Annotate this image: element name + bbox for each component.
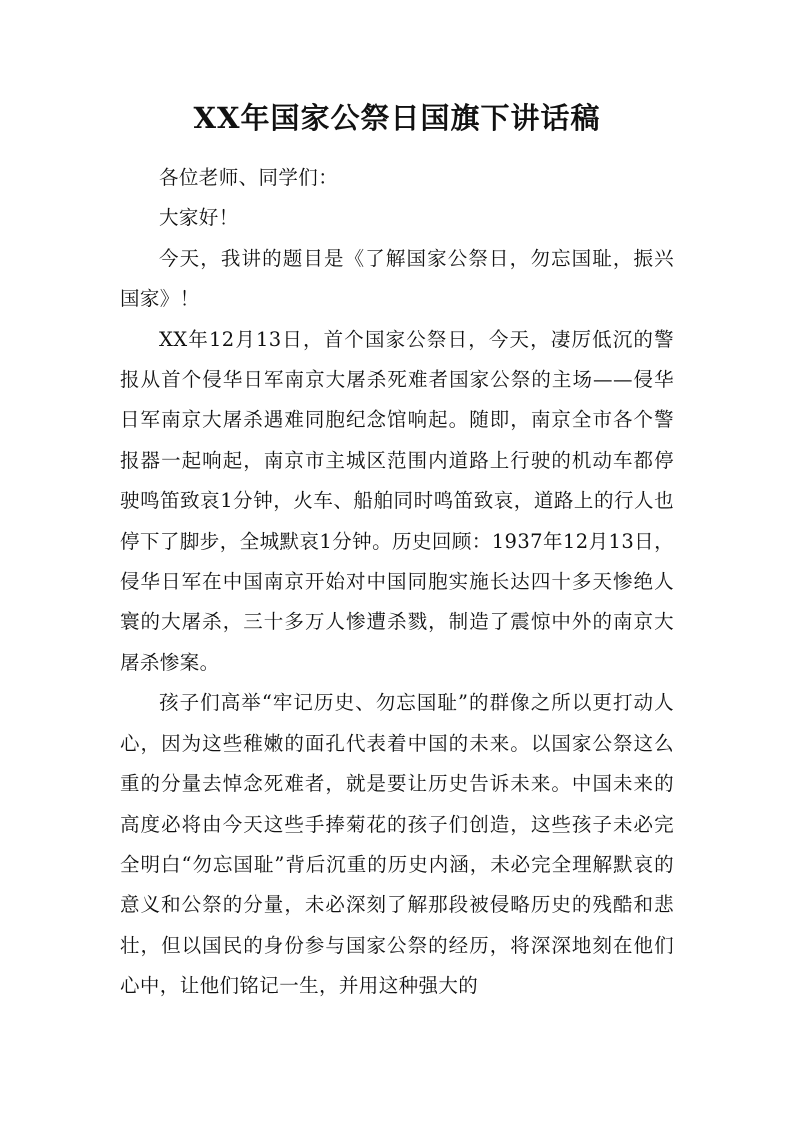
- paragraph-history: XX年12月13日，首个国家公祭日，今天，凄厉低沉的警报从首个侵华日军南京大屠杀死难者国家公祭的主场——侵华日军南京大屠杀遇难同胞纪念馆响起。随即，南京全市各个警报器一起响起，南京市主城区范围内道路上行驶的机动车都停驶鸣笛致哀1分钟，火车、船舶同时鸣笛致哀，道路上的行人也停下了脚步，全城默哀1分钟。历史回顾：1937年12月13日，侵华日军在中国南京开始对中国同胞实施长达四十多天惨绝人寰的大屠杀，三十多万人惨遭杀戮，制造了震惊中外的南京大屠杀惨案。: [120, 327, 674, 674]
- paragraph-hello: 大家好！: [159, 206, 239, 230]
- paragraph-children: 孩子们高举“牢记历史、勿忘国耻”的群像之所以更打动人心，因为这些稚嫩的面孔代表着中国的未来。以国家公祭这么重的分量去悼念死难者，就是要让历史告诉未来。中国未来的高度必将由今天这些手捧菊花的孩子们创造，这些孩子未必完全明白“勿忘国耻”背后沉重的历史内涵，未必完全理解默哀的意义和公祭的分量，未必深刻了解那段被侵略历史的残酷和悲壮，但以国民的身份参与国家公祭的经历，将深深地刻在他们心中，让他们铭记一生，并用这种强大的: [120, 691, 674, 998]
- paragraph-topic: 今天，我讲的题目是《了解国家公祭日，勿忘国耻，振兴国家》！: [120, 246, 674, 311]
- document-body: [120, 158, 674, 1007]
- document-title: XX年国家公祭日国旗下讲话稿: [193, 101, 601, 135]
- paragraph-greeting: 各位老师、同学们：: [159, 166, 339, 189]
